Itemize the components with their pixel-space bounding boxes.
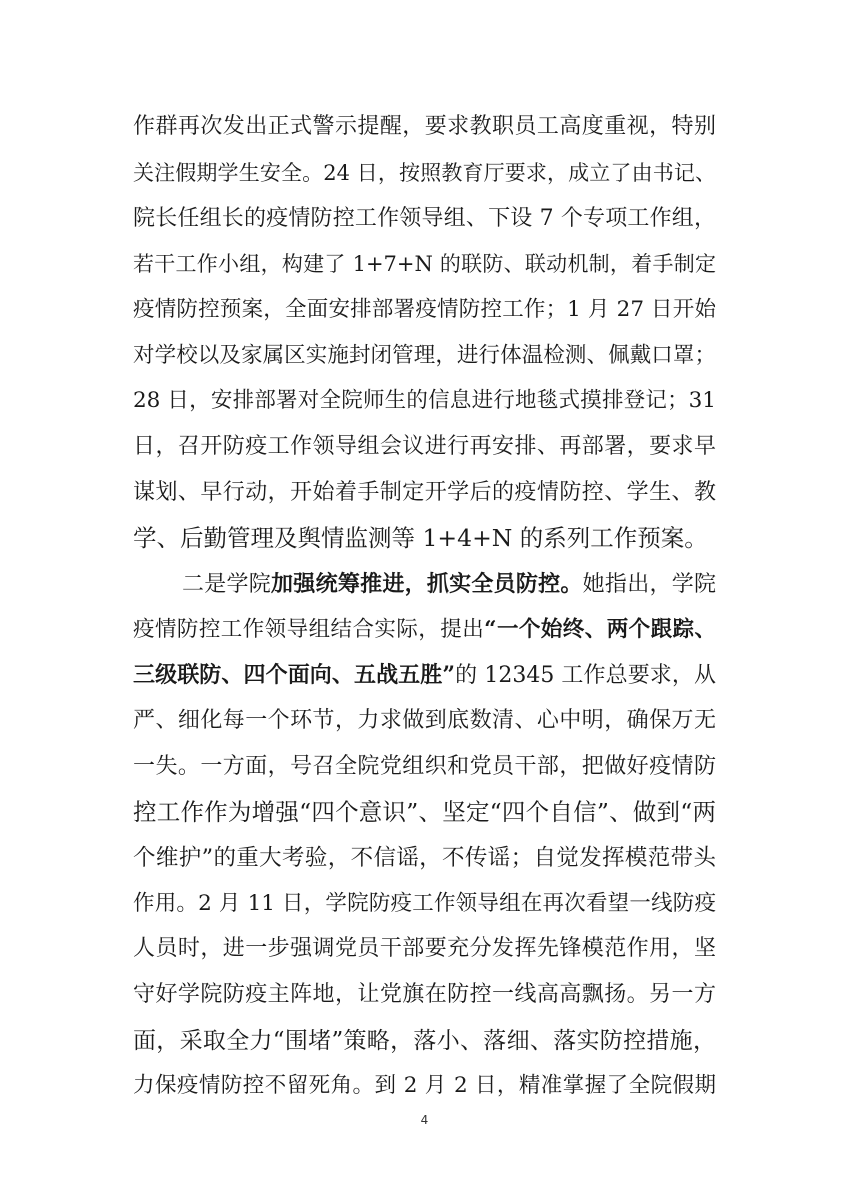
text-line: 控工作作为增强“四个意识”、坚定“四个自信”、做到“两 <box>133 798 716 826</box>
text-run: 她指出，学院 <box>582 572 716 597</box>
text-line: 关注假期学生安全。24 日，按照教育厅要求，成立了由书记、 <box>133 161 716 185</box>
text-line: 作群再次发出正式警示提醒，要求教职员工高度重视，特别 <box>133 114 716 139</box>
text-line: 若干工作小组，构建了 1+7+N 的联防、联动机制，着手制定 <box>133 252 716 276</box>
text-line: 对学校以及家属区实施封闭管理，进行体温检测、佩戴口罩； <box>133 343 716 368</box>
paragraph-first-line <box>182 564 716 604</box>
text-line: 疫情防控预案，全面安排部署疫情防控工作；1 月 27 日开始 <box>133 297 716 322</box>
text-line: 谋划、早行动，开始着手制定开学后的疫情防控、学生、教 <box>133 480 716 505</box>
text-line: 学、后勤管理及舆情监测等 1+4+N 的系列工作预案。 <box>133 524 708 552</box>
text-line: 院长任组长的疫情防控工作领导组、下设 7 个专项工作组， <box>133 206 716 231</box>
text-line: 力保疫情防控不留死角。到 2 月 2 日，精准掌握了全院假期 <box>133 1073 716 1098</box>
bold-quote-text: “一个始终、两个跟踪、 <box>484 617 716 642</box>
text-line: 日，召开防疫工作领导组会议进行再安排、再部署，要求早 <box>133 434 716 459</box>
text-line: 严、细化每一个环节，力求做到底数清、心中明，确保万无 <box>133 708 716 733</box>
bold-quote-text: 三级联防、四个面向、五战五胜” <box>133 662 456 688</box>
text-line: 面，采取全力“围堵”策略，落小、落细、落实防控措施， <box>133 1028 716 1054</box>
bold-heading-text: 加强统筹推进，抓实全员防控。 <box>271 571 583 597</box>
text-run: 二是学院 <box>182 572 272 597</box>
text-run: 的 12345 工作总要求，从 <box>455 663 716 688</box>
text-line: 作用。2 月 11 日，学院防疫工作领导组在再次看望一线防疫 <box>133 891 716 916</box>
text-run: 疫情防控工作领导组结合实际，提出 <box>133 617 485 642</box>
text-line: 个维护”的重大考验，不信谣，不传谣；自觉发挥模范带头 <box>133 845 716 871</box>
page-number: 4 <box>420 1113 429 1127</box>
text-line <box>133 610 716 650</box>
text-line <box>133 655 716 695</box>
text-line: 28 日，安排部署对全院师生的信息进行地毯式摸排登记；31 <box>133 388 716 413</box>
text-line: 人员时，进一步强调党员干部要充分发挥先锋模范作用，坚 <box>133 936 716 961</box>
text-line: 守好学院防疫主阵地，让党旗在防控一线高高飘扬。另一方 <box>133 982 716 1007</box>
text-line: 一失。一方面，号召全院党组织和党员干部，把做好疫情防 <box>133 754 716 779</box>
